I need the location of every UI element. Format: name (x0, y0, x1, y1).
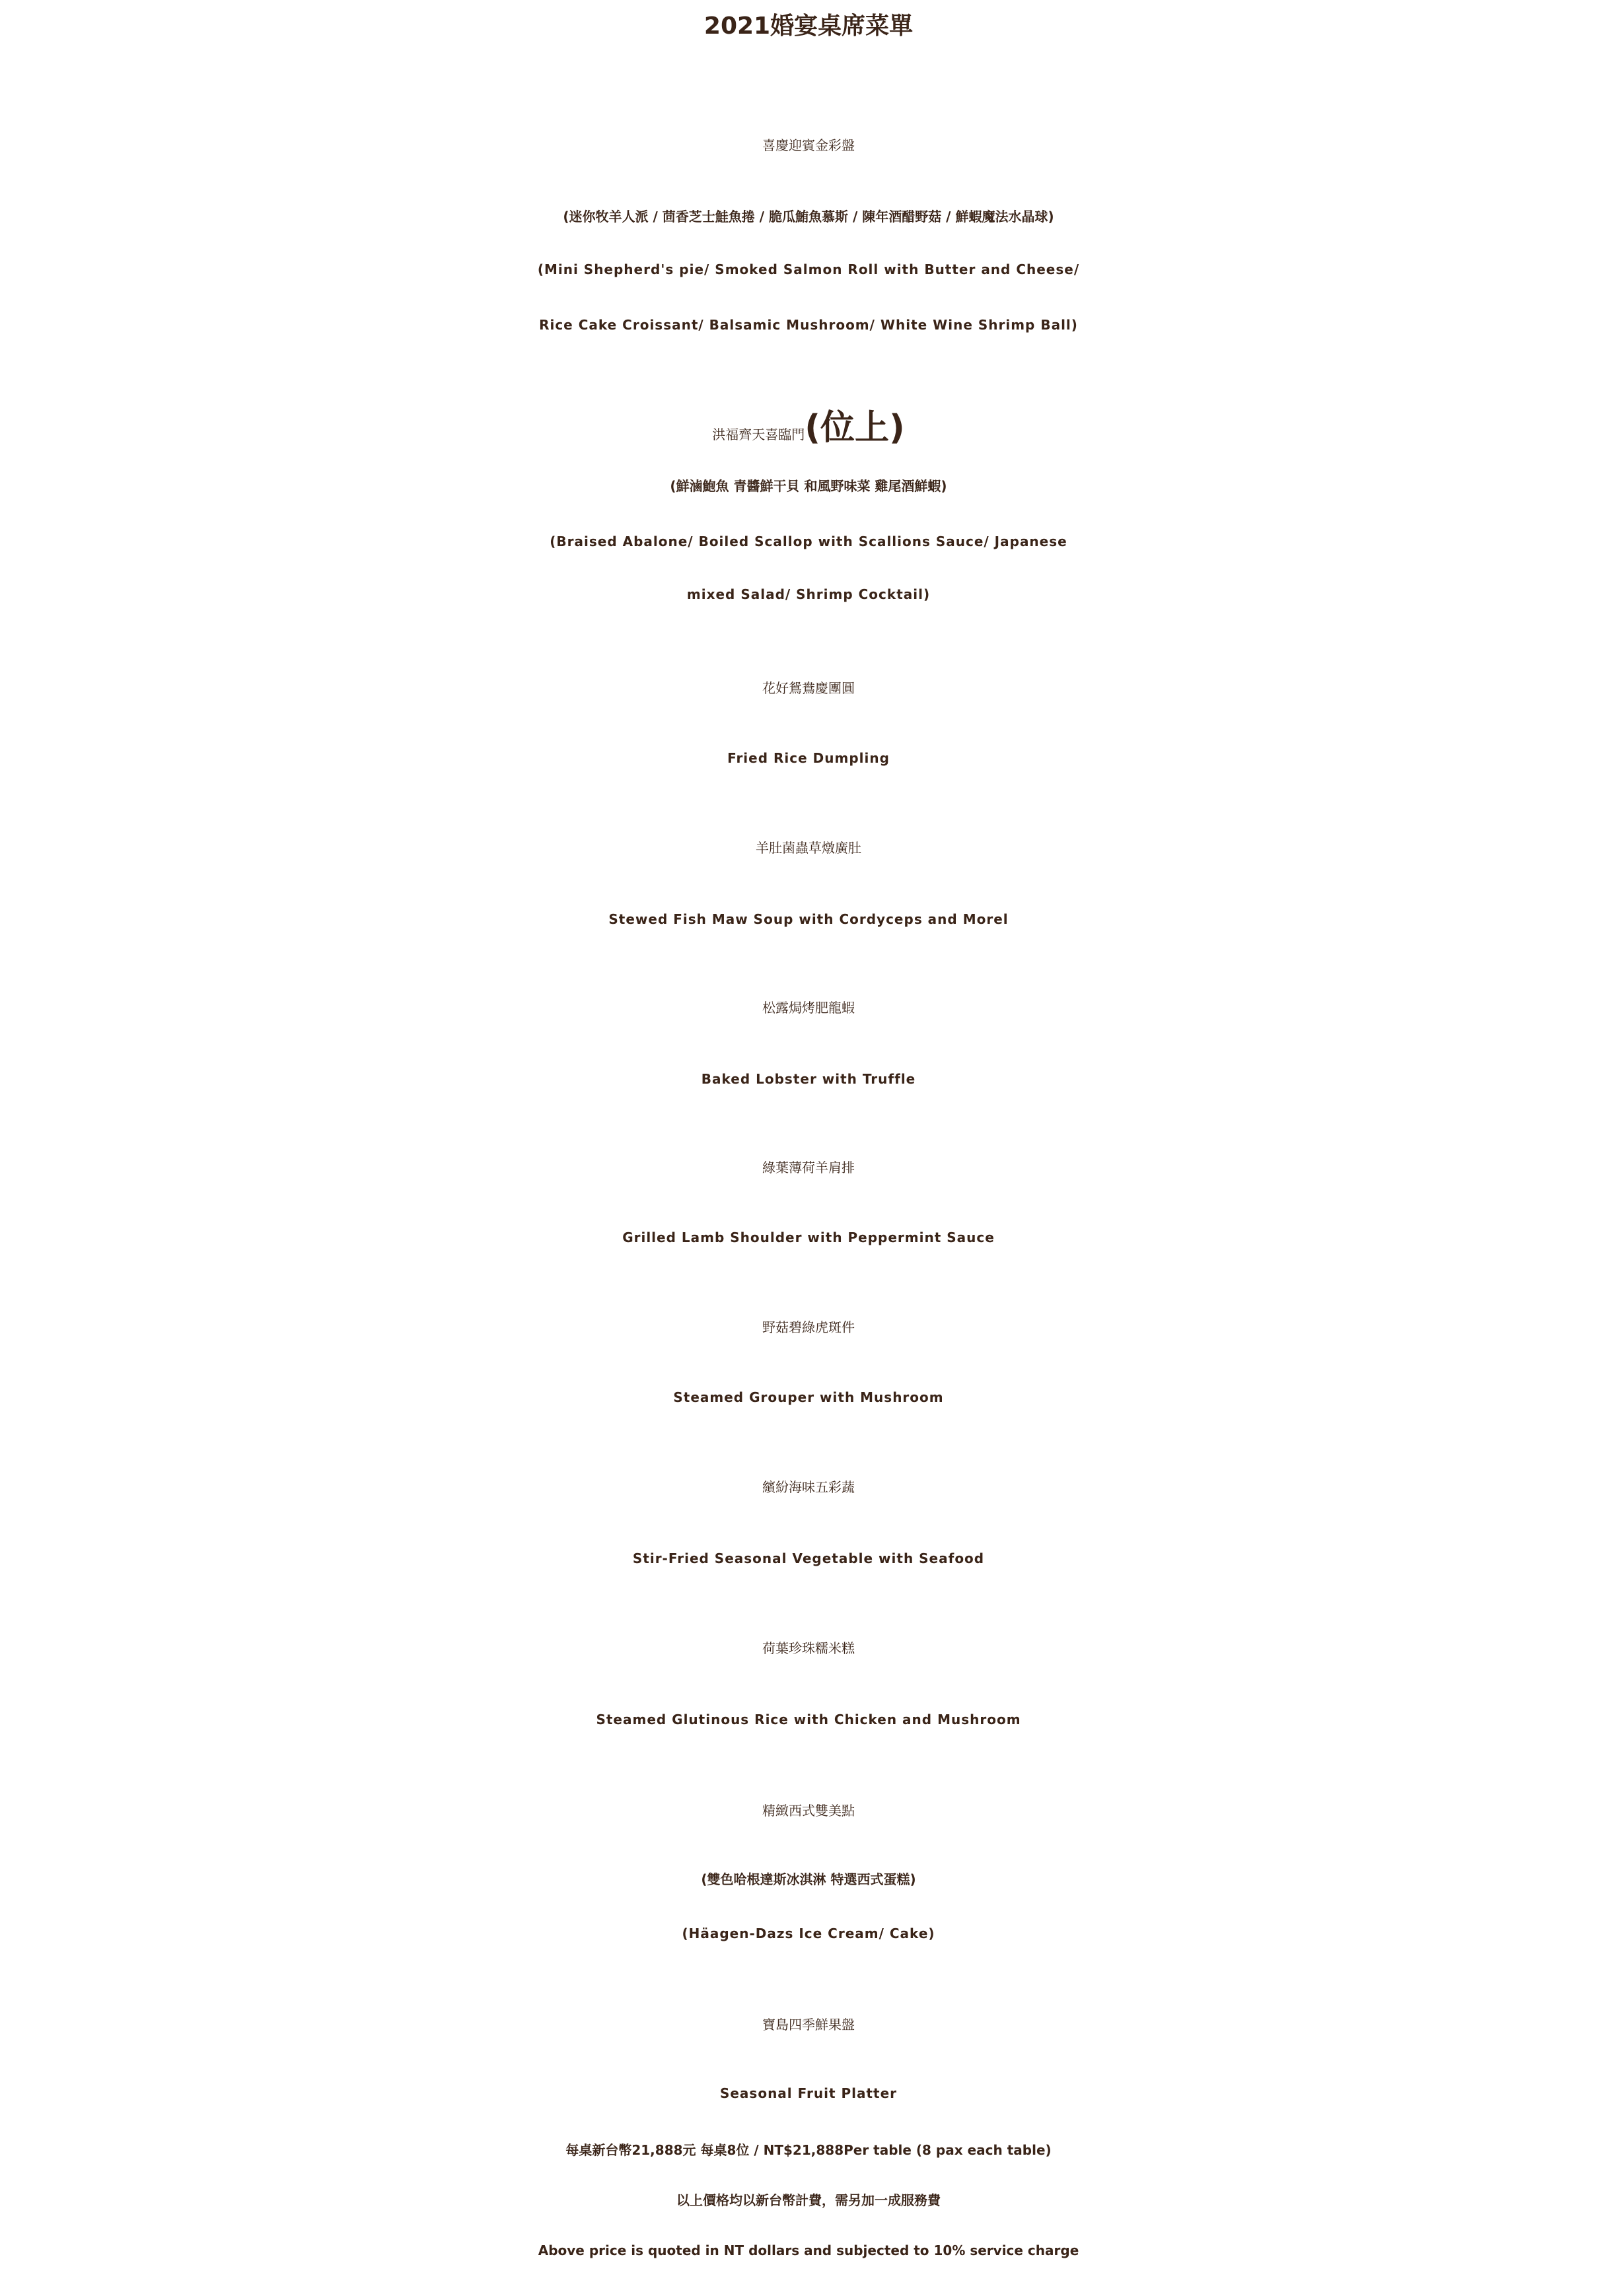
dish-name-6: 綠葉薄荷羊肩排 (762, 1160, 855, 1175)
dish-name-4: 羊肚菌蟲草燉廣肚 (756, 840, 861, 856)
dish-detail-en-4: Stewed Fish Maw Soup with Cordyceps and Morel (608, 911, 1009, 927)
dish-name-5: 松露焗烤肥龍蝦 (762, 1000, 855, 1016)
dish-detail-en-1a: (Mini Shepherd's pie/ Smoked Salmon Roll with Butter and Cheese/ (537, 261, 1080, 277)
dish-name-2-text: 洪福齊天喜臨門 (712, 427, 805, 442)
service-note-zh: 以上價格均以新台幣計費，需另加一成服務費 (676, 2192, 941, 2208)
dish-detail-en-11: Seasonal Fruit Platter (719, 2085, 898, 2101)
dish-detail-en-8: Stir-Fried Seasonal Vegetable with Seafood (632, 1550, 985, 1566)
dish-detail-en-2b: mixed Salad/ Shrimp Cocktail) (686, 586, 931, 602)
dish-name-1: 喜慶迎賓金彩盤 (762, 137, 855, 153)
dish-name-3: 花好鴛鴦慶團圓 (762, 680, 855, 696)
dish-detail-en-3: Fried Rice Dumpling (727, 750, 890, 766)
menu-title: 2021婚宴桌席菜單 (703, 13, 914, 40)
dish-detail-zh-1: (迷你牧羊人派 / 茴香芝士鮭魚捲 / 脆瓜鮪魚慕斯 / 陳年酒醋野菇 / 鮮蝦魔法水晶球) (563, 209, 1054, 225)
dish-detail-zh-10: (雙色哈根達斯冰淇淋 特選西式蛋糕) (701, 1871, 916, 1887)
dish-name-11: 寶島四季鮮果盤 (762, 2017, 855, 2033)
dish-name-2-suffix: (位上) (805, 408, 905, 448)
dish-name-10: 精緻西式雙美點 (762, 1803, 855, 1819)
dish-detail-en-6: Grilled Lamb Shoulder with Peppermint Sauce (622, 1230, 995, 1245)
dish-detail-en-1b: Rice Cake Croissant/ Balsamic Mushroom/ White Wine Shrimp Ball) (539, 317, 1078, 333)
dish-detail-en-9: Steamed Glutinous Rice with Chicken and Mushroom (596, 1712, 1021, 1727)
dish-name-9: 荷葉珍珠糯米糕 (762, 1640, 855, 1656)
dish-detail-en-5: Baked Lobster with Truffle (701, 1071, 916, 1087)
dish-name-7: 野菇碧綠虎斑件 (762, 1319, 855, 1335)
dish-detail-en-10: (Häagen-Dazs Ice Cream/ Cake) (682, 1926, 935, 1941)
dish-detail-en-7: Steamed Grouper with Mushroom (673, 1389, 944, 1405)
dish-name-2 (0, 408, 1617, 448)
dish-name-8: 繽紛海味五彩蔬 (762, 1479, 855, 1495)
service-note-en: Above price is quoted in NT dollars and subjected to 10% service charge (538, 2243, 1079, 2258)
dish-detail-en-2a: (Braised Abalone/ Boiled Scallop with Scallions Sauce/ Japanese (550, 534, 1067, 549)
price-line: 每桌新台幣21,888元 每桌8位 / NT$21,888Per table (8 pax each table) (565, 2142, 1052, 2158)
dish-detail-zh-2: (鮮滷鮑魚 青醬鮮干貝 和風野味菜 雞尾酒鮮蝦) (670, 478, 947, 494)
